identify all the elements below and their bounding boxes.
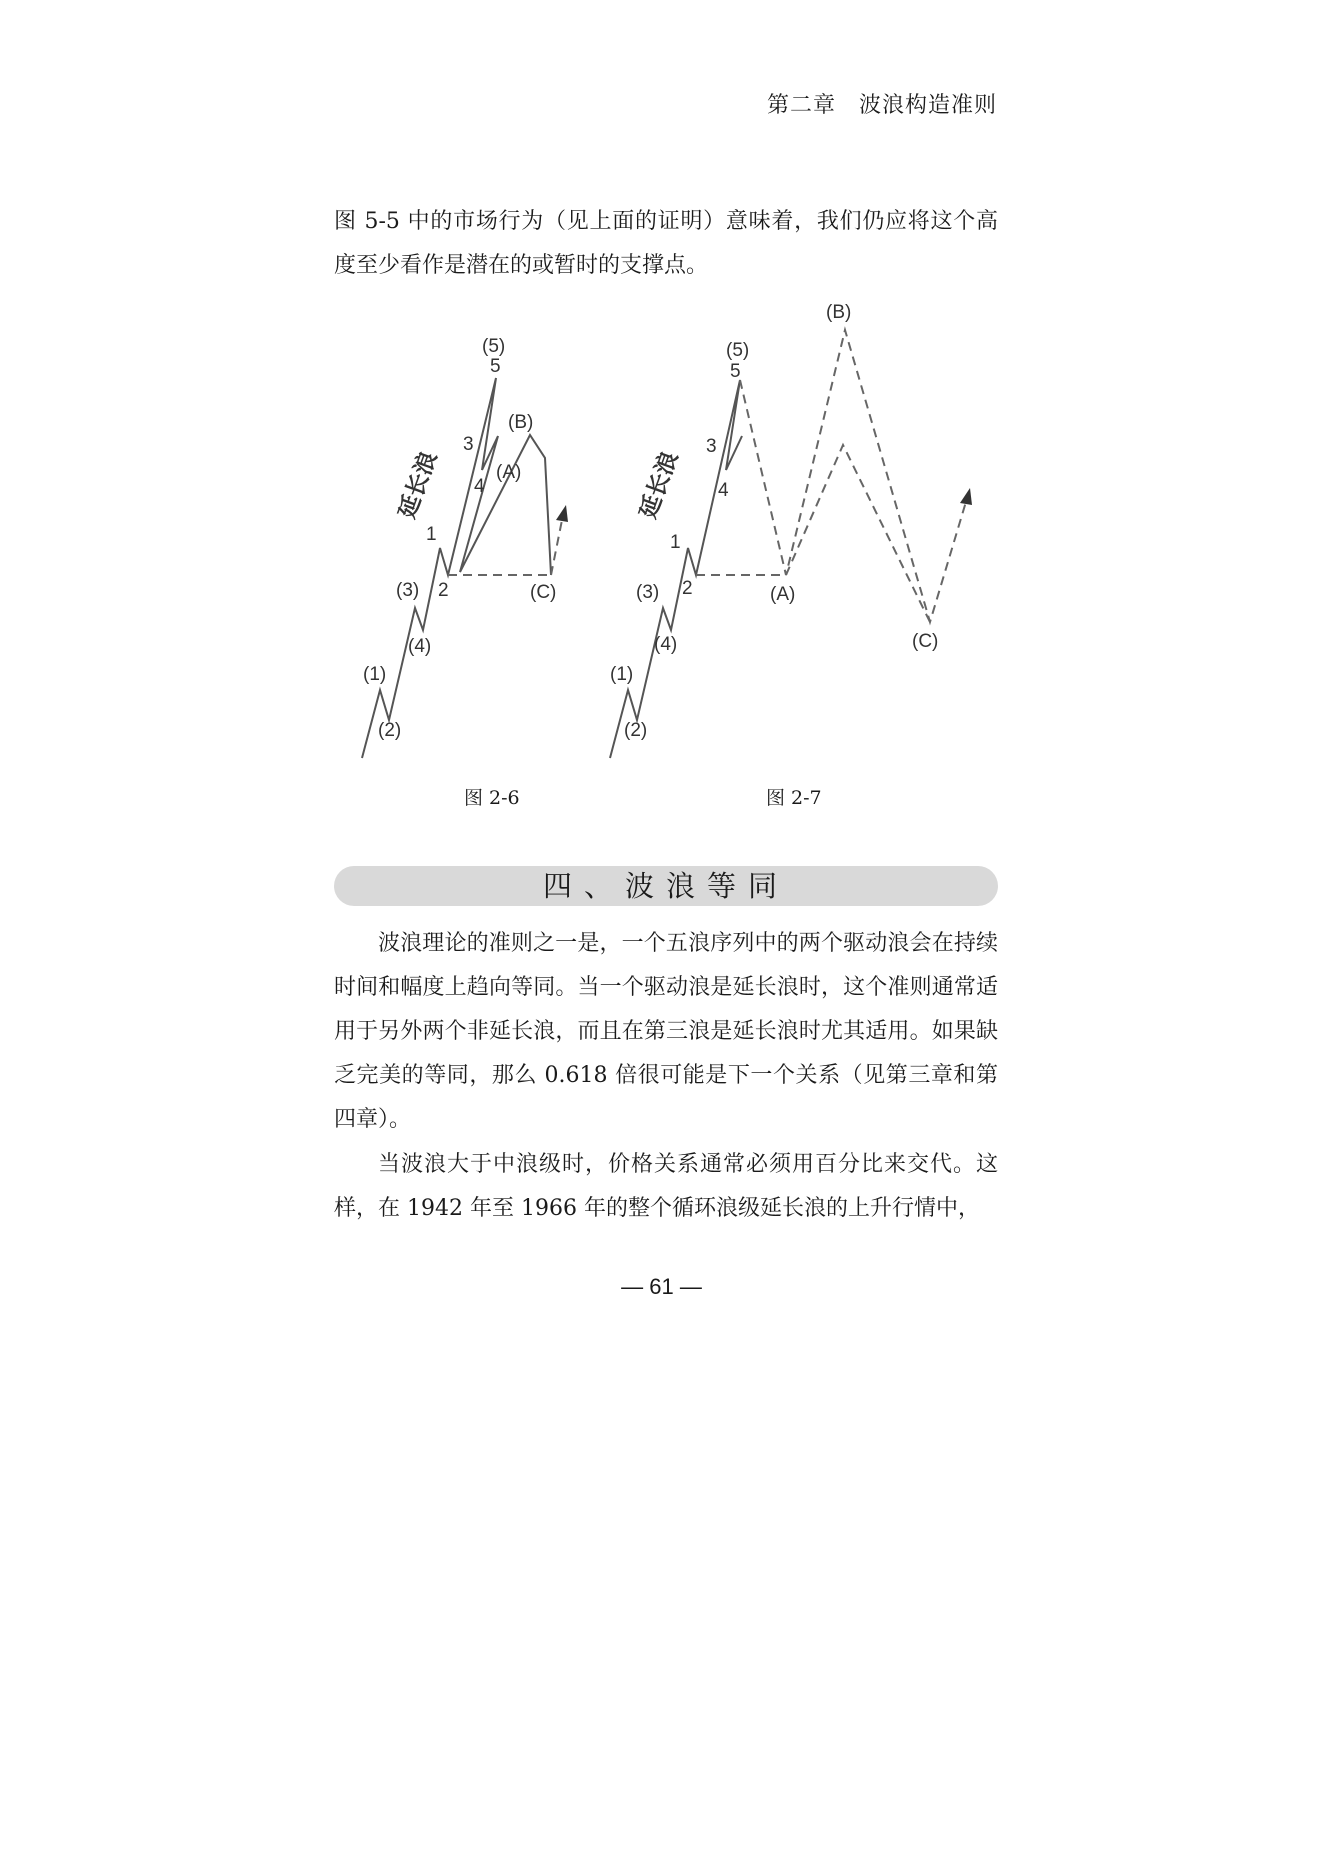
label-w5: (5) bbox=[482, 336, 506, 357]
projection-arrow-line bbox=[551, 515, 563, 575]
label-s1: 1 bbox=[426, 524, 437, 545]
section-title: 四、波浪等同 bbox=[334, 866, 998, 906]
label-s3: 3 bbox=[463, 434, 474, 455]
arrow-head-icon bbox=[960, 488, 972, 505]
label-s3: 3 bbox=[706, 436, 717, 457]
label-s4: 4 bbox=[474, 476, 485, 497]
label-w2: (2) bbox=[378, 720, 402, 741]
corrective-wave-path-inner bbox=[786, 445, 930, 622]
label-s1: 1 bbox=[670, 532, 681, 553]
label-s5: 5 bbox=[730, 361, 741, 382]
label-c: (C) bbox=[530, 582, 557, 603]
label-w1: (1) bbox=[363, 664, 387, 685]
page-number: — 61 — bbox=[621, 1274, 702, 1299]
running-header: 第二章 波浪构造准则 bbox=[766, 93, 997, 118]
body-paragraph-1: 波浪理论的准则之一是，一个五浪序列中的两个驱动浪会在持续时间和幅度上趋向等同。当一个驱动浪是延长浪时，这个准则通常适用于另外两个非延长浪，而且在第三浪是延长浪时尤其适用。如果缺乏完美的等同，那么 0.618 倍很可能是下一个关系（见第三章和第四章）。 bbox=[334, 931, 998, 1132]
label-w4: (4) bbox=[408, 636, 432, 657]
figure-2-7 bbox=[610, 302, 972, 758]
extended-wave-label: 延长浪 bbox=[394, 448, 443, 523]
label-s2: 2 bbox=[682, 578, 693, 599]
body-paragraph-2: 当波浪大于中浪级时，价格关系通常必须用百分比来交代。这样，在 1942 年至 1966 年的整个循环浪级延长浪的上升行情中， bbox=[334, 1152, 998, 1221]
impulse-wave-line bbox=[610, 380, 742, 758]
label-w3: (3) bbox=[396, 580, 420, 601]
label-w3: (3) bbox=[636, 582, 660, 603]
label-s4: 4 bbox=[718, 480, 729, 501]
label-b: (B) bbox=[826, 302, 852, 323]
wave-figures bbox=[0, 0, 1323, 780]
impulse-wave-line bbox=[362, 378, 551, 758]
label-b: (B) bbox=[508, 412, 534, 433]
extended-wave-label: 延长浪 bbox=[635, 448, 684, 523]
corrective-wave-path-outer bbox=[740, 330, 968, 622]
label-c: (C) bbox=[912, 631, 939, 652]
label-w4: (4) bbox=[654, 634, 678, 655]
figure-2-6 bbox=[362, 336, 568, 758]
label-w1: (1) bbox=[610, 664, 634, 685]
label-s2: 2 bbox=[438, 580, 449, 601]
label-w2: (2) bbox=[624, 720, 648, 741]
label-a: (A) bbox=[770, 584, 796, 605]
intro-paragraph: 图 5-5 中的市场行为（见上面的证明）意味着，我们仍应将这个高度至少看作是潜在的或暂时的支撑点。 bbox=[334, 209, 998, 278]
arrow-head-icon bbox=[556, 505, 568, 522]
label-s5: 5 bbox=[490, 356, 501, 377]
label-a: (A) bbox=[496, 462, 522, 483]
figure-caption-2-6: 图 2-6 bbox=[464, 787, 520, 809]
label-w5: (5) bbox=[726, 340, 750, 361]
figure-caption-2-7: 图 2-7 bbox=[766, 787, 822, 809]
